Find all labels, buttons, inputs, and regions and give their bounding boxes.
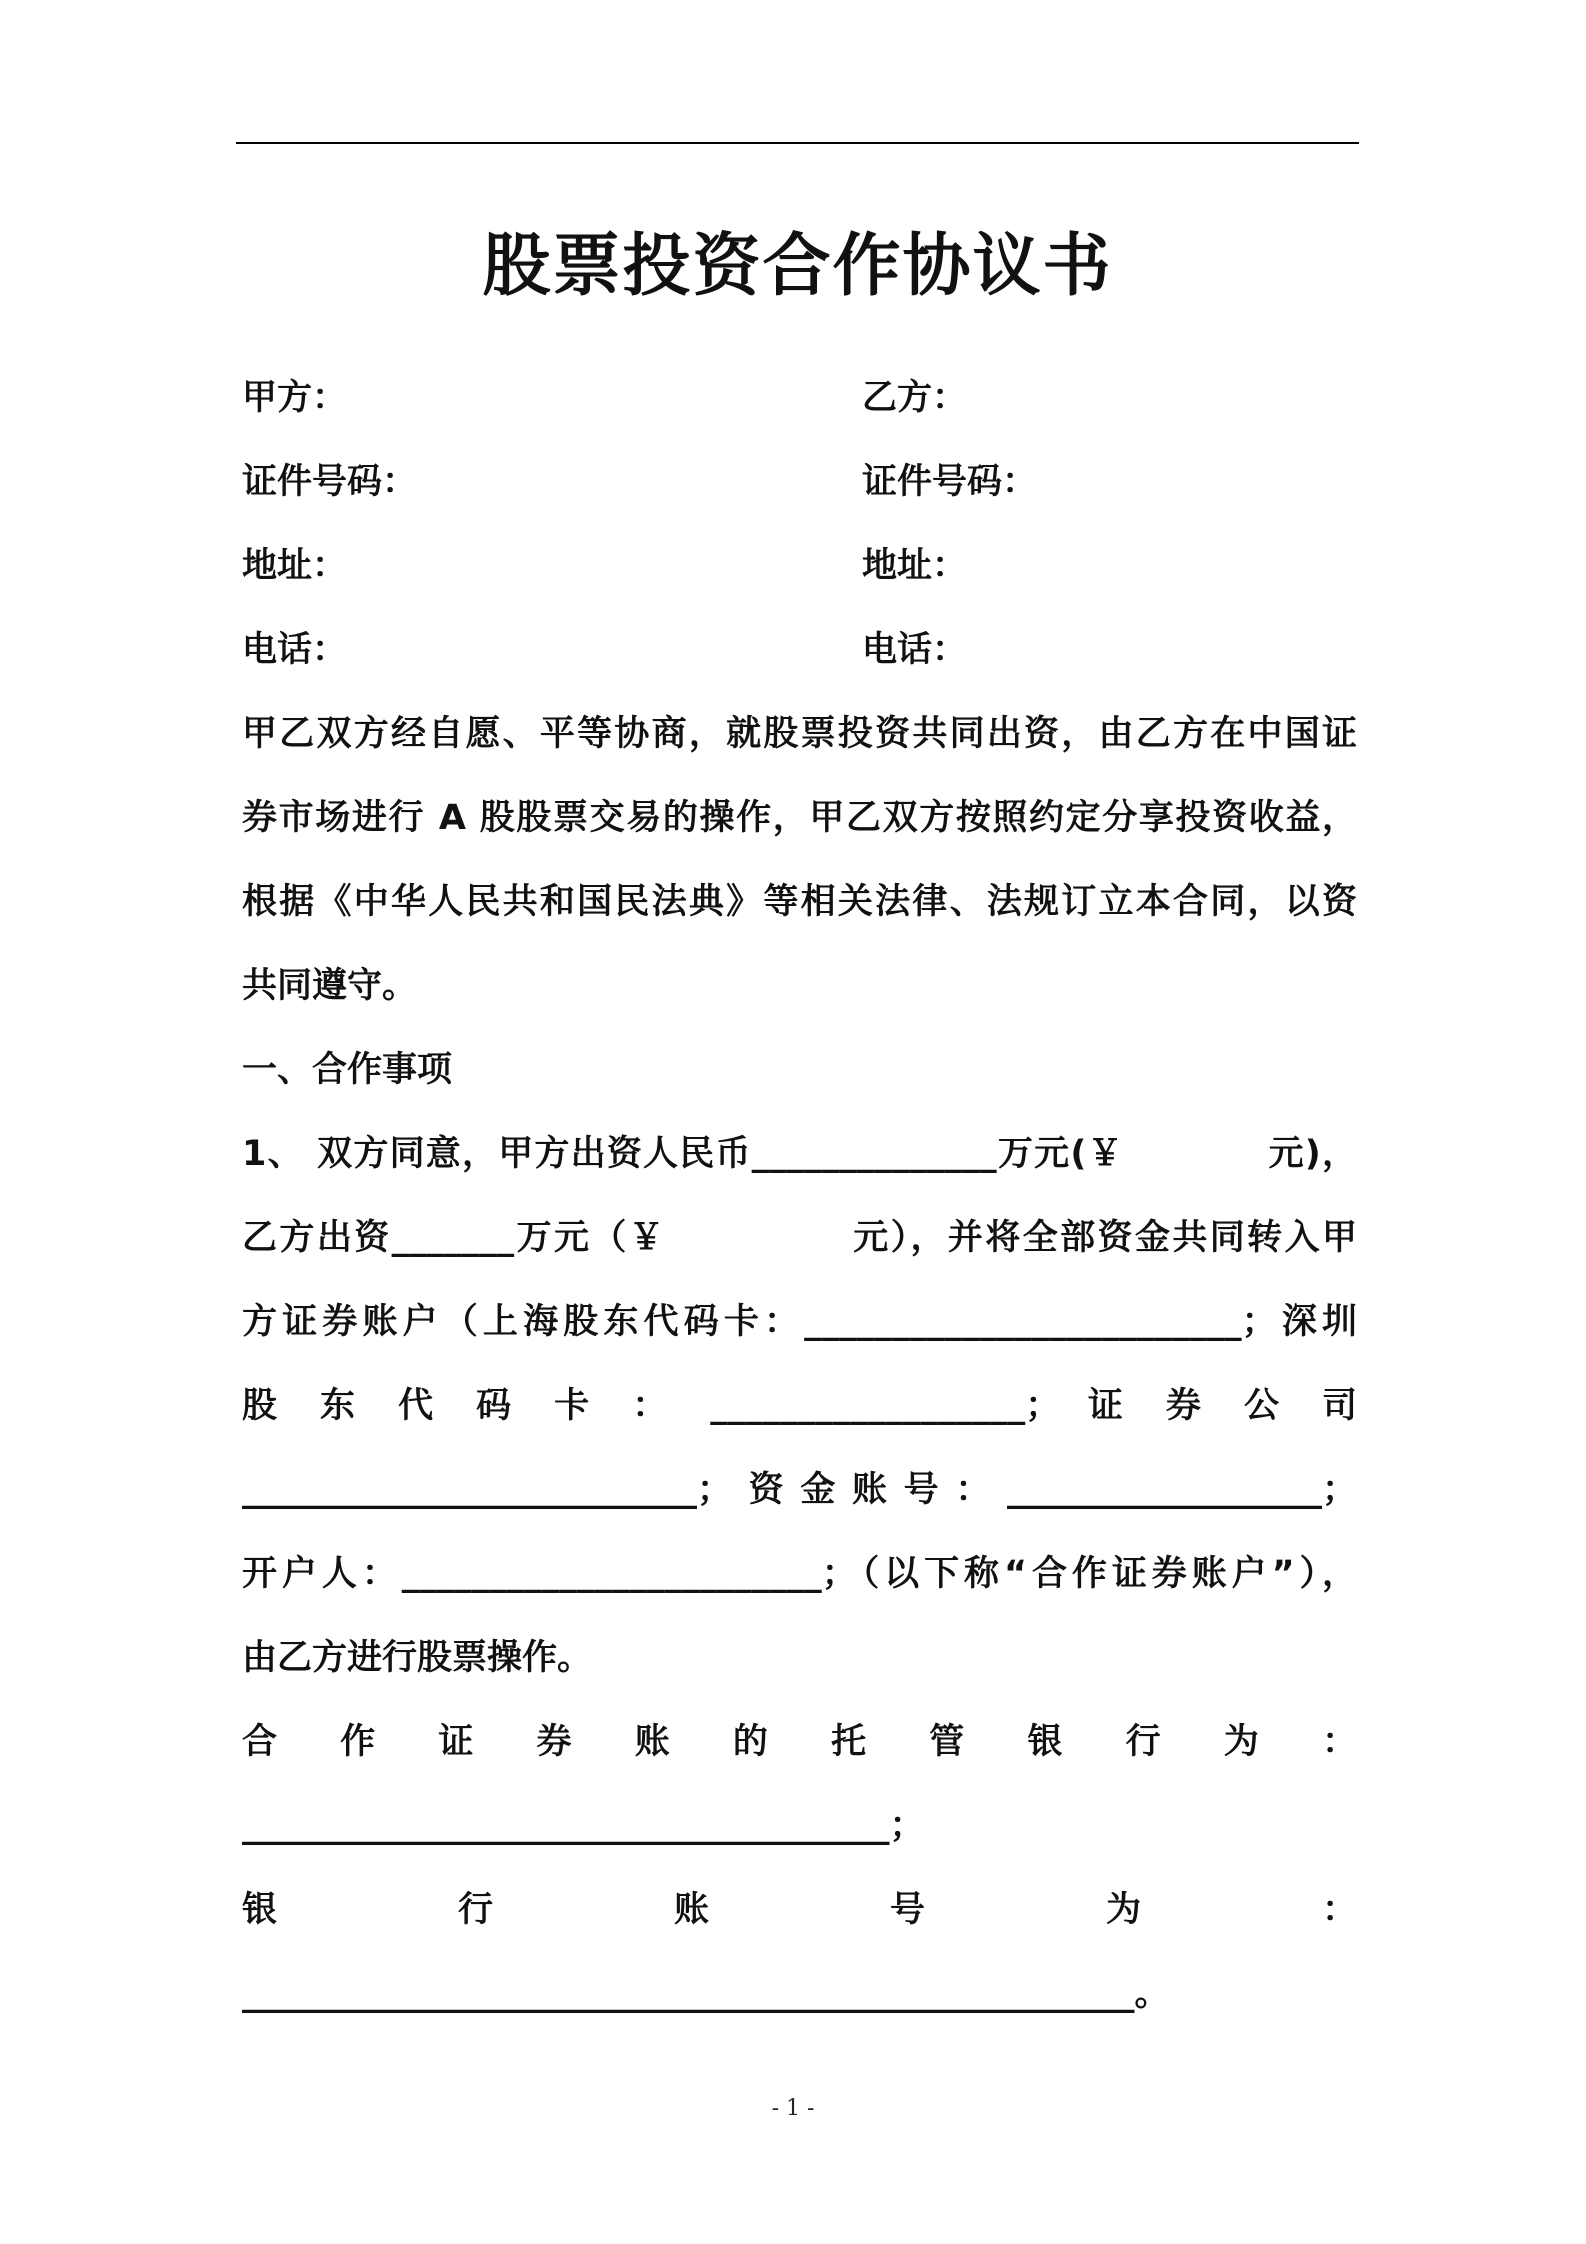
clause-line: __________________________；资金账号：__________________； — [242, 1470, 1357, 1510]
intro-line: 根据《中华人民共和国民法典》等相关法律、法规订立本合同，以资 — [242, 882, 1357, 922]
party-phone-row — [242, 608, 1357, 692]
clause-line: 由乙方进行股票操作。 — [242, 1638, 593, 1678]
intro-line: 共同遵守。 — [242, 966, 418, 1006]
intro-line: 券市场进行 A 股股票交易的操作，甲乙双方按照约定分享投资收益， — [242, 798, 1357, 838]
section-heading: 一、合作事项 — [242, 1050, 453, 1090]
party-name-row — [242, 356, 1357, 440]
clause-line: 乙方出资_______万元（￥ 元），并将全部资金共同转入甲 — [242, 1218, 1357, 1258]
clause-line: 股 东 代 码 卡 ： __________________； 证 券 公 司 — [242, 1386, 1357, 1426]
party-a-phone-label: 电话： — [242, 630, 348, 670]
party-a-name-label: 甲方： — [242, 378, 348, 418]
party-id-row — [242, 440, 1357, 524]
party-a-address-label: 地址： — [242, 546, 348, 586]
party-b-id-label: 证件号码： — [862, 462, 1038, 502]
clause-line: 开户人：________________________；（以下称“合作证券账户”）， — [242, 1554, 1357, 1594]
party-a-id-label: 证件号码： — [242, 462, 418, 502]
clause-line: _____________________________________； — [242, 1806, 925, 1846]
intro-line: 甲乙双方经自愿、平等协商，就股票投资共同出资，由乙方在中国证 — [242, 714, 1357, 754]
clause-line: 方证券账户（上海股东代码卡：_________________________；深圳 — [242, 1302, 1357, 1342]
clause-line: 银 行 账 号 为 ： — [242, 1890, 1357, 1930]
document-body — [242, 356, 1357, 2036]
party-b-name-label: 乙方： — [862, 378, 968, 418]
page-number: - 1 - — [771, 2096, 815, 2121]
clause-line: 1、 双方同意，甲方出资人民币______________万元(￥ 元)， — [242, 1134, 1357, 1174]
clause-line: 合 作 证 券 账 的 托 管 银 行 为 ： — [242, 1722, 1357, 1762]
party-b-phone-label: 电话： — [862, 630, 968, 670]
party-b-address-label: 地址： — [862, 546, 968, 586]
clause-line: ___________________________________________________。 — [242, 1974, 1170, 2014]
header-rule — [236, 142, 1359, 144]
document-title: 股票投资合作协议书 — [482, 227, 1113, 306]
party-address-row — [242, 524, 1357, 608]
